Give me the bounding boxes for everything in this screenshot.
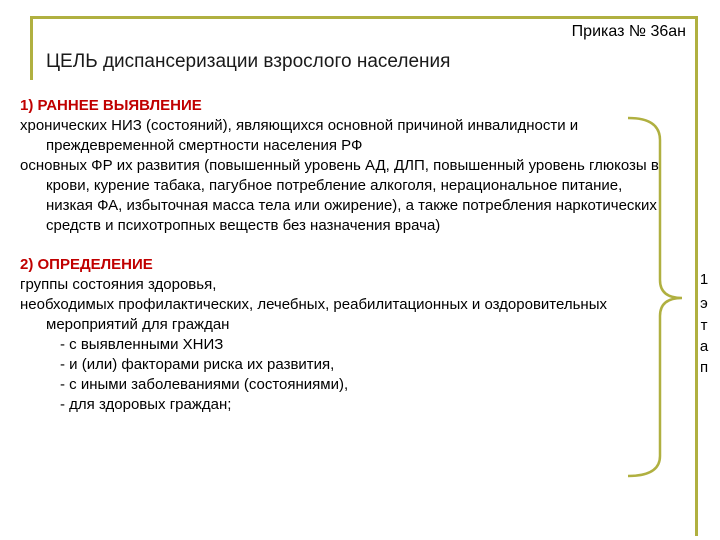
section2-list-item: - с выявленными ХНИЗ [60, 336, 224, 353]
section2-list-item: - с иными заболеваниями (состояниями), [60, 376, 349, 393]
stage-label-char: 1 [699, 271, 709, 288]
page-title: ЦЕЛЬ диспансеризации взрослого населения [46, 51, 451, 72]
section2-text-health-group: группы состояния здоровья, [20, 276, 217, 293]
section1-text-risk-factors: основных ФР их развития (повышенный уровень АД, ДЛП, повышенный уровень глюкозы в крови, курение табака, пагубное потребление алкоголя, нерациональное питание, низкая ФА, избыточная масса тела или ожирение), а также потребления наркотических средств и психотропных веществ без назначения врача) [20, 157, 659, 234]
section2-list-item: - и (или) факторами риска их развития, [60, 356, 335, 373]
section2-list-item: - для здоровых граждан; [60, 396, 232, 413]
stage-label-char: э [700, 295, 708, 312]
section2-text-measures: необходимых профилактических, лечебных, реабилитационных и оздоровительных мероприятий для граждан [20, 296, 607, 333]
stage-label-char: п [699, 359, 709, 376]
section1-heading: 1) РАННЕЕ ВЫЯВЛЕНИЕ [20, 97, 202, 114]
order-reference: Приказ № 36ан [571, 23, 686, 40]
stage-label-char: т [700, 317, 708, 334]
section1-text-chronic: хронических НИЗ (состояний), являющихся основной причиной инвалидности и преждевременной смертности населения РФ [20, 117, 579, 154]
section2-heading: 2) ОПРЕДЕЛЕНИЕ [20, 256, 153, 273]
stage-label-char: а [699, 338, 709, 355]
